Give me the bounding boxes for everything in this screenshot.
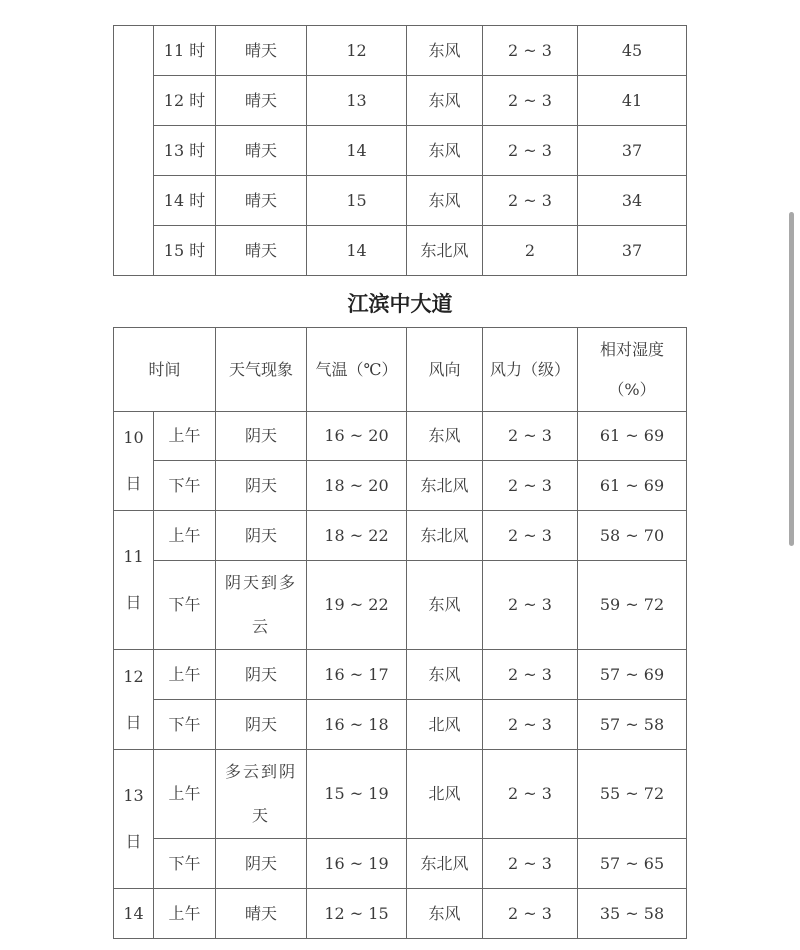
period-cell: 下午 [154, 561, 216, 650]
day-unit: 日 [125, 832, 142, 851]
header-weather: 天气现象 [216, 328, 307, 412]
day-unit: 日 [125, 593, 142, 612]
table-row [114, 700, 687, 750]
temp-cell: 13 [307, 76, 407, 126]
temp-cell: 14 [307, 126, 407, 176]
humidity-cell: 59 ~ 72 [578, 561, 687, 650]
humidity-cell: 37 [578, 126, 687, 176]
wind-dir-cell: 东北风 [407, 839, 483, 889]
period-cell: 上午 [154, 412, 216, 461]
weather-cell: 晴天 [216, 889, 307, 939]
period-cell: 上午 [154, 750, 216, 839]
wind-dir-cell: 东风 [407, 650, 483, 700]
wind-dir-cell: 东风 [407, 126, 483, 176]
table-row [114, 226, 687, 276]
wind-dir-cell: 北风 [407, 750, 483, 839]
wind-dir-cell: 东风 [407, 889, 483, 939]
humidity-cell: 57 ~ 65 [578, 839, 687, 889]
table-row [114, 76, 687, 126]
period-cell: 下午 [154, 461, 216, 511]
day-unit: 日 [125, 712, 142, 732]
day-number: 11 [123, 547, 144, 566]
temp-cell: 16 ~ 18 [307, 700, 407, 750]
weather-cell [216, 561, 307, 650]
weather-cell: 晴天 [216, 76, 307, 126]
table-header-row [114, 328, 687, 412]
period-cell: 下午 [154, 700, 216, 750]
wind-dir-cell: 东风 [407, 26, 483, 76]
table-row [114, 561, 687, 650]
wind-dir-cell: 东风 [407, 561, 483, 650]
weather-cell [216, 750, 307, 839]
period-cell: 上午 [154, 889, 216, 939]
day-cell [114, 412, 154, 511]
period-cell: 下午 [154, 839, 216, 889]
temp-cell: 14 [307, 226, 407, 276]
header-humidity-line2: （%） [608, 379, 656, 399]
day-cell [114, 511, 154, 650]
wind-dir-cell: 东风 [407, 176, 483, 226]
wind-force-cell: 2 ~ 3 [483, 26, 578, 76]
humidity-cell: 57 ~ 58 [578, 700, 687, 750]
table-row [114, 26, 687, 76]
humidity-cell: 55 ~ 72 [578, 750, 687, 839]
humidity-cell: 61 ~ 69 [578, 461, 687, 511]
wind-force-cell: 2 ~ 3 [483, 839, 578, 889]
day-number: 12 [123, 666, 144, 686]
table-row [114, 650, 687, 700]
header-humidity [578, 328, 687, 412]
header-wind-force: 风力（级） [483, 328, 578, 412]
vertical-scrollbar[interactable] [789, 212, 794, 546]
humidity-cell: 41 [578, 76, 687, 126]
table-row [114, 461, 687, 511]
weather-cell: 晴天 [216, 226, 307, 276]
date-cell [114, 26, 154, 276]
wind-force-cell: 2 ~ 3 [483, 461, 578, 511]
header-wind-dir: 风向 [407, 328, 483, 412]
weather-cell: 阴天 [216, 839, 307, 889]
temp-cell: 15 [307, 176, 407, 226]
wind-force-cell: 2 ~ 3 [483, 412, 578, 461]
wind-force-cell: 2 ~ 3 [483, 750, 578, 839]
humidity-cell: 57 ~ 69 [578, 650, 687, 700]
temp-cell: 12 [307, 26, 407, 76]
wind-force-cell: 2 ~ 3 [483, 126, 578, 176]
wind-dir-cell: 东北风 [407, 461, 483, 511]
temp-cell: 16 ~ 19 [307, 839, 407, 889]
wind-force-cell: 2 ~ 3 [483, 511, 578, 561]
hour-cell: 11 时 [154, 26, 216, 76]
hour-cell: 13 时 [154, 126, 216, 176]
weather-cell: 晴天 [216, 176, 307, 226]
temp-cell: 16 ~ 17 [307, 650, 407, 700]
hour-cell: 15 时 [154, 226, 216, 276]
table-row [114, 511, 687, 561]
weather-cell: 阴天 [216, 412, 307, 461]
weather-cell: 阴天 [216, 461, 307, 511]
temp-cell: 19 ~ 22 [307, 561, 407, 650]
humidity-cell: 45 [578, 26, 687, 76]
wind-dir-cell: 东风 [407, 412, 483, 461]
daily-forecast-table [113, 327, 687, 939]
day-number: 10 [123, 428, 144, 447]
day-number: 13 [123, 786, 144, 805]
humidity-cell: 37 [578, 226, 687, 276]
header-time: 时间 [114, 328, 216, 412]
temp-cell: 16 ~ 20 [307, 412, 407, 461]
wind-force-cell: 2 ~ 3 [483, 176, 578, 226]
wind-dir-cell: 东北风 [407, 511, 483, 561]
weather-cell: 晴天 [216, 26, 307, 76]
table-row [114, 126, 687, 176]
hour-cell: 12 时 [154, 76, 216, 126]
table-row [114, 176, 687, 226]
humidity-cell: 35 ~ 58 [578, 889, 687, 939]
day-cell: 14 [114, 889, 154, 939]
hour-cell: 14 时 [154, 176, 216, 226]
wind-dir-cell: 东风 [407, 76, 483, 126]
temp-cell: 12 ~ 15 [307, 889, 407, 939]
wind-force-cell: 2 ~ 3 [483, 650, 578, 700]
wind-dir-cell: 北风 [407, 700, 483, 750]
table-row [114, 412, 687, 461]
table-row [114, 839, 687, 889]
temp-cell: 18 ~ 22 [307, 511, 407, 561]
weather-cell: 阴天 [216, 511, 307, 561]
day-cell [114, 650, 154, 750]
wind-force-cell: 2 ~ 3 [483, 889, 578, 939]
wind-force-cell: 2 ~ 3 [483, 76, 578, 126]
humidity-cell: 34 [578, 176, 687, 226]
day-cell [114, 750, 154, 889]
humidity-cell: 58 ~ 70 [578, 511, 687, 561]
period-cell: 上午 [154, 650, 216, 700]
wind-force-cell: 2 ~ 3 [483, 561, 578, 650]
wind-dir-cell: 东北风 [407, 226, 483, 276]
humidity-cell: 61 ~ 69 [578, 412, 687, 461]
weather-text: 阴天到多云 [224, 573, 297, 636]
header-humidity-line1: 相对湿度 [599, 339, 664, 359]
hourly-forecast-table [113, 25, 687, 276]
table-row [114, 750, 687, 839]
day-unit: 日 [125, 474, 142, 493]
period-cell: 上午 [154, 511, 216, 561]
table-row [114, 889, 687, 939]
weather-text: 多云到阴天 [224, 762, 297, 825]
header-temp: 气温（℃） [307, 328, 407, 412]
weather-cell: 阴天 [216, 700, 307, 750]
weather-cell: 阴天 [216, 650, 307, 700]
wind-force-cell: 2 [483, 226, 578, 276]
temp-cell: 15 ~ 19 [307, 750, 407, 839]
weather-cell: 晴天 [216, 126, 307, 176]
wind-force-cell: 2 ~ 3 [483, 700, 578, 750]
temp-cell: 18 ~ 20 [307, 461, 407, 511]
section-title: 江滨中大道 [347, 292, 453, 316]
